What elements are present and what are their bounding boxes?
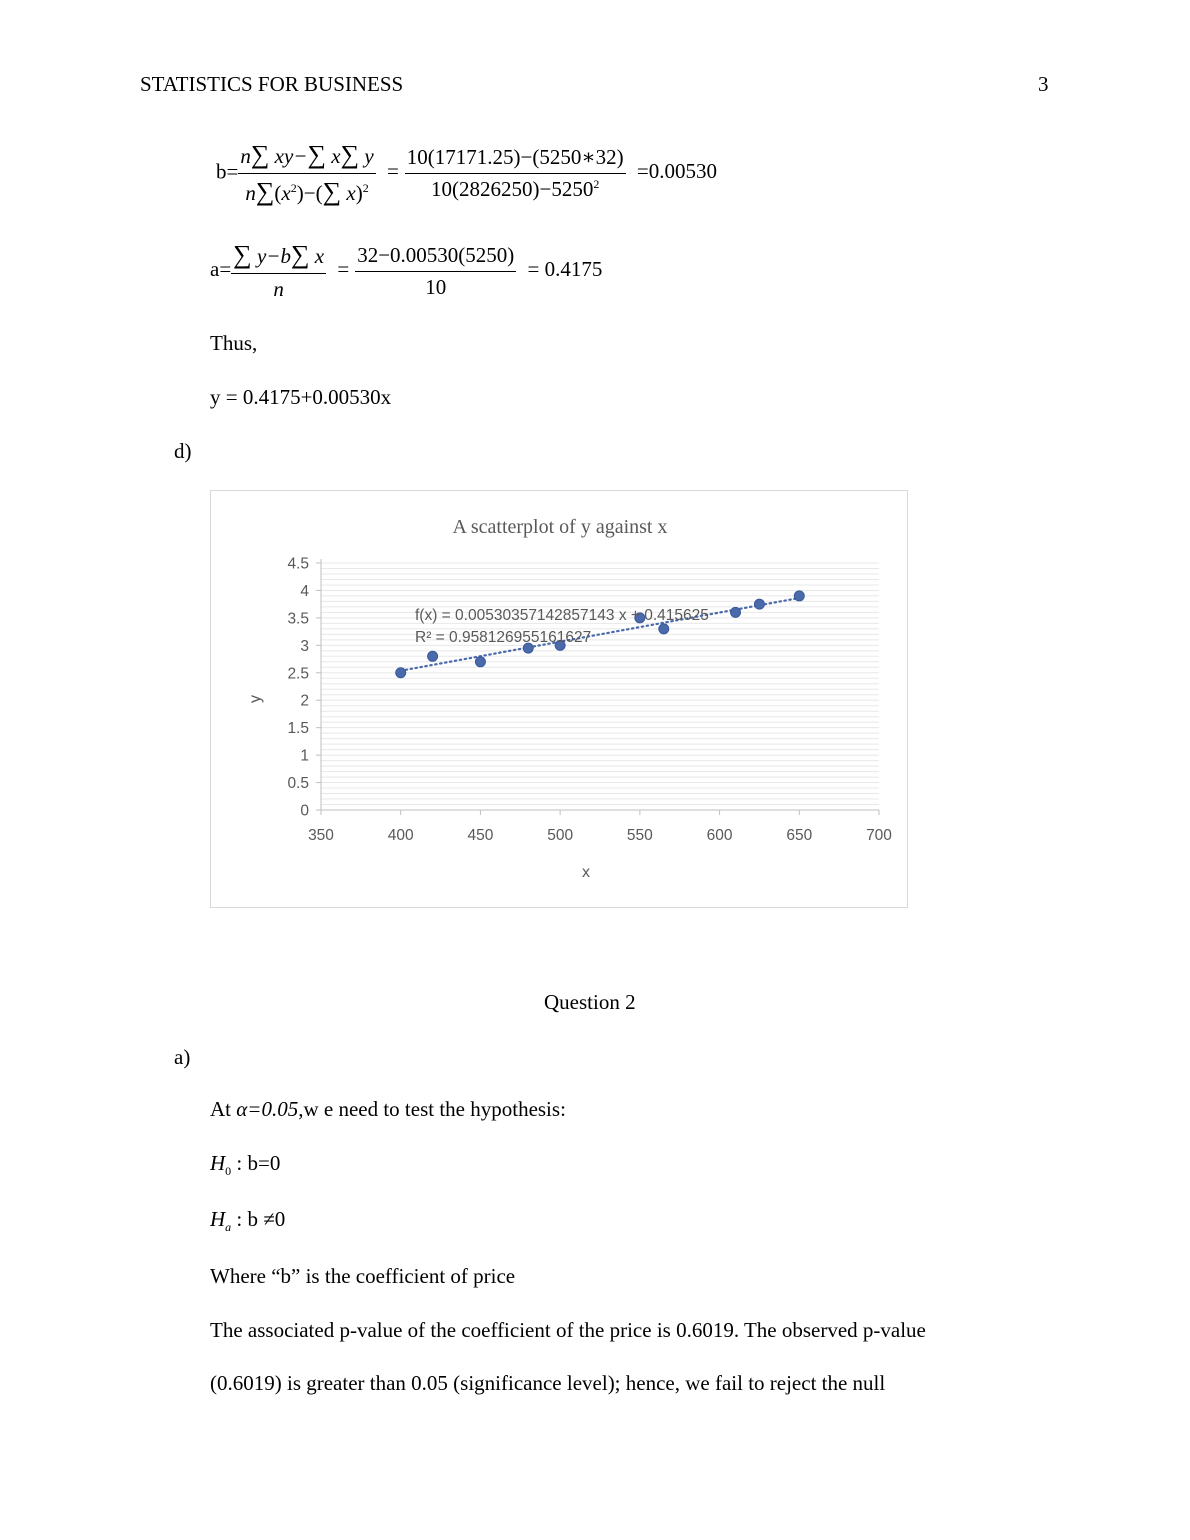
formula-b-values-fraction <box>405 145 626 202</box>
data-point <box>731 607 741 617</box>
formula-b-y: y <box>364 144 374 168</box>
alternative-hypothesis <box>210 1207 285 1235</box>
formula-b-den-x: x <box>281 181 291 205</box>
formula-b-values-numerator: 10(17171.25)−(5250∗32) <box>405 145 626 174</box>
part-d-label: d) <box>174 439 192 463</box>
paragraph-line-2: (0.6019) is greater than 0.05 (significance level); hence, we fail to reject the null <box>210 1371 886 1395</box>
formula-b-den-minus: − <box>303 181 316 205</box>
formula-b-den-n: n <box>245 181 256 205</box>
scatterplot-svg <box>211 491 907 907</box>
formula-b-equals: = <box>386 159 399 184</box>
data-point <box>475 657 485 667</box>
running-header-title: STATISTICS FOR BUSINESS <box>140 72 404 96</box>
y-tick-label: 4.5 <box>287 555 309 573</box>
formula-a-x: x <box>314 244 325 268</box>
part-a-label: a) <box>174 1045 191 1069</box>
y-tick-label: 1.5 <box>287 720 309 738</box>
y-tick-label: 4 <box>300 582 309 600</box>
x-tick-label: 350 <box>308 827 334 844</box>
data-point <box>794 591 804 601</box>
chart-title: A scatterplot of y against x <box>452 516 668 538</box>
at-prefix: At <box>210 1097 237 1121</box>
alpha-expression: α=0.05 <box>236 1097 299 1121</box>
formula-a-label: a= <box>210 256 232 281</box>
x-tick-label: 700 <box>866 827 892 844</box>
page-number: 3 <box>1038 72 1049 96</box>
y-tick-label: 2.5 <box>287 665 309 683</box>
formula-b <box>216 140 717 207</box>
formula-b-result: =0.00530 <box>636 159 717 184</box>
trendline-equation-label: f(x) = 0.00530357142857143 x + 0.415625 <box>415 607 709 624</box>
x-tick-label: 450 <box>467 827 494 844</box>
formula-b-xy: xy− <box>274 144 308 168</box>
formula-a-denominator: n <box>273 277 284 301</box>
formula-b-values-denominator: 10(2826250)−5250 <box>431 177 594 201</box>
x-tick-label: 400 <box>387 827 414 844</box>
formula-a-values-fraction <box>355 243 516 300</box>
formula-a <box>210 240 602 302</box>
hypothesis-intro <box>210 1097 566 1122</box>
x-tick-label: 500 <box>547 827 574 844</box>
paragraph-line-1: The associated p-value of the coefficient of the price is 0.6019. The observed p-value <box>210 1318 926 1342</box>
formula-b-values-square: 2 <box>593 177 600 191</box>
data-point <box>428 651 438 661</box>
data-point <box>396 668 406 678</box>
formula-a-y: y− <box>256 244 281 268</box>
where-b-text: Where “b” is the coefficient of price <box>210 1264 516 1288</box>
question-2-heading: Question 2 <box>544 990 636 1014</box>
ha-statement: : b ≠0 <box>231 1207 286 1231</box>
at-suffix: ,w e need to test the hypothesis: <box>298 1097 566 1121</box>
x-tick-label: 650 <box>786 827 813 844</box>
y-axis-label: y <box>247 695 264 703</box>
ha-subscript: a <box>225 1220 232 1235</box>
formula-a-equals: = <box>337 256 350 281</box>
null-hypothesis <box>210 1151 280 1179</box>
formula-a-b: b <box>280 244 291 268</box>
y-tick-label: 1 <box>300 747 309 765</box>
formula-b-den-square: 2 <box>290 181 297 195</box>
scatterplot-chart <box>210 490 908 908</box>
h0-symbol: H <box>210 1151 226 1175</box>
y-tick-label: 3.5 <box>287 610 309 628</box>
formula-b-symbolic-fraction: $\frac{n\sum xy-\sum x\sum y}{n\sum(x^2)-(\sum x)^2}$ <box>240 140 374 206</box>
data-point <box>659 624 669 634</box>
formula-a-values-denominator: 10 <box>425 274 447 299</box>
regression-equation: y = 0.4175+0.00530x <box>210 385 392 409</box>
h0-subscript: 0 <box>225 1164 232 1179</box>
thus-text: Thus, <box>210 331 258 355</box>
trendline-r2-label: R² = 0.958126955161627 <box>415 629 592 646</box>
formula-b-x: x <box>331 144 341 168</box>
y-tick-label: 0 <box>300 802 309 820</box>
h0-statement: : b=0 <box>231 1151 281 1175</box>
y-tick-label: 0.5 <box>287 775 309 793</box>
y-tick-label: 2 <box>300 692 309 710</box>
ha-symbol: H <box>210 1207 226 1231</box>
y-tick-label: 3 <box>300 637 309 655</box>
x-tick-label: 550 <box>626 827 653 844</box>
formula-a-result: = 0.4175 <box>527 256 603 281</box>
formula-a-values-numerator: 32−0.00530(5250) <box>355 243 516 272</box>
formula-b-label: b= <box>216 159 239 184</box>
x-tick-label: 600 <box>706 827 733 844</box>
data-point <box>754 599 764 609</box>
formula-b-den-x2: x <box>346 181 356 205</box>
x-axis-label: x <box>582 864 590 881</box>
formula-b-den-square2: 2 <box>362 181 369 195</box>
formula-a-symbolic-fraction: $\frac{\sum y-b\sum x}{n}$ <box>233 240 325 301</box>
formula-b-n: n <box>240 144 251 168</box>
